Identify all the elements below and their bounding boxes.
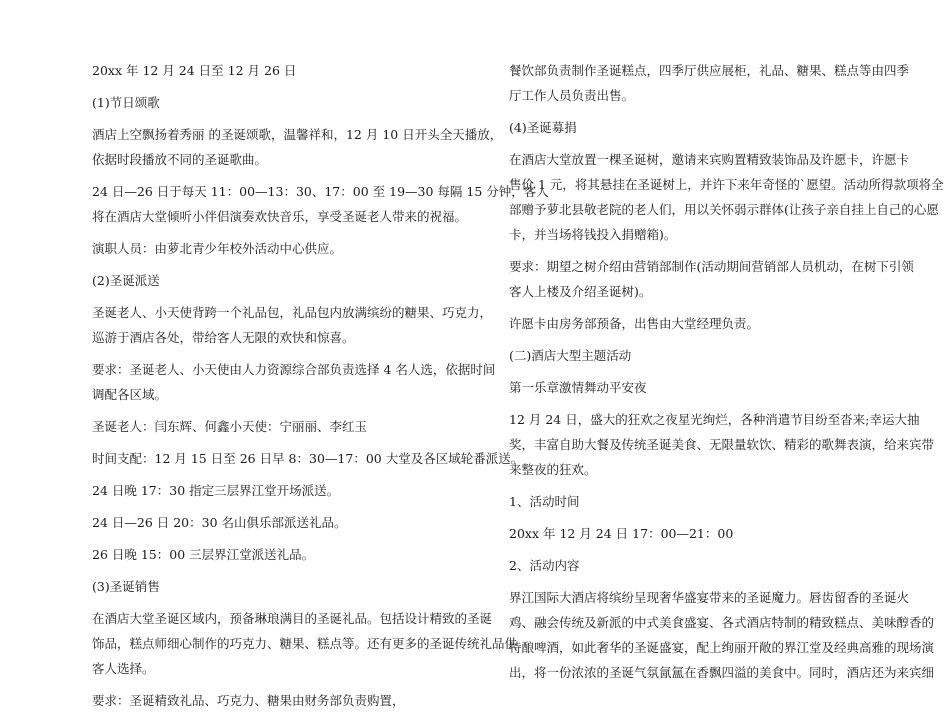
left-paragraph [92,414,462,439]
text-line: 演职人员：由萝北青少年校外活动中心供应。 [92,241,343,256]
left-paragraph [92,542,462,567]
text-line: 酒店上空飘扬着秀丽 的圣诞颂歌，温馨祥和，12 月 10 日开头全天播放， [92,127,503,142]
text-line: 24 日—26 日于每天 11：00—13：30、17：00 至 19—30 每隔 15 分钟，客人 [92,184,549,199]
text-line: 24 日晚 17：30 指定三层界江堂开场派送。 [92,483,340,498]
text-line: 饰品，糕点师细心制作的巧克力、糖果、糕点等。还有更多的圣诞传统礼品供 [92,636,518,651]
left-paragraph [92,58,462,83]
text-line: 20xx 年 12 月 24 日 17：00—21：00 [509,526,734,541]
left-paragraph [92,179,549,229]
right-paragraph [509,489,879,514]
text-line: 餐饮部负责制作圣诞糕点，四季厅供应展柜，礼品、糖果、糕点等由四季 [509,63,910,78]
text-line: 客人上楼及介绍圣诞树)。 [509,284,652,299]
left-paragraph [92,90,462,115]
text-line: 2、活动内容 [509,558,580,573]
text-line: 第一乐章激情舞动平安夜 [509,380,647,395]
text-line: 圣诞老人：闫东辉、何鑫小天使：宁丽丽、李红玉 [92,419,368,434]
text-line: 巡游于酒店各处，带给客人无限的欢快和惊喜。 [92,330,355,345]
text-line: (二)酒店大型主题活动 [509,348,632,363]
right-paragraph [509,375,879,400]
right-paragraph [509,521,879,546]
right-paragraph [509,311,879,336]
text-line: 特酿啤酒，如此奢华的圣诞盛宴，配上绚丽开敞的界江堂及经典高雅的现场演 [509,640,935,655]
text-line: (2)圣诞派送 [92,273,160,288]
text-line: 部赠予萝北县敬老院的老人们，用以关怀弱示群体(让孩子亲自挂上自己的心愿 [509,202,939,217]
text-line: 圣诞老人、小天使背跨一个礼品包，礼品包内放满缤纷的糖果、巧克力， [92,305,493,320]
text-line: 出，将一份浓浓的圣诞气氛氤氲在香飘四溢的美食中。同时，酒店还为来宾细 [509,665,935,680]
text-line: 许愿卡由房务部预备，出售由大堂经理负责。 [509,316,760,331]
text-line: 要求：圣诞老人、小天使由人力资源综合部负责选择 4 名人选，依据时间 [92,362,496,377]
left-paragraph [92,574,462,599]
text-line: 界江国际大酒店将缤纷呈现奢华盛宴带来的圣诞魔力。唇齿留香的圣诞火 [509,590,910,605]
left-paragraph [92,510,462,535]
right-paragraph [509,585,935,685]
text-line: 将在酒店大堂倾听小伴侣演奏欢快音乐，享受圣诞老人带来的祝福。 [92,209,468,224]
text-line: 24 日—26 日 20：30 名山俱乐部派送礼品。 [92,515,347,530]
text-line: 厅工作人员负责出售。 [509,88,635,103]
right-paragraph [509,407,935,482]
right-paragraph [509,553,879,578]
left-paragraph [92,606,518,681]
left-paragraph [92,357,496,407]
text-line: 依据时段播放不同的圣诞歌曲。 [92,152,268,167]
text-line: 调配各区域。 [92,387,168,402]
right-paragraph [509,254,914,304]
text-line: (4)圣诞募捐 [509,120,577,135]
text-line: (1)节日颂歌 [92,95,160,110]
text-line: 12 月 24 日，盛大的狂欢之夜星光绚烂，各种消遣节目纷至沓来;幸运大抽 [509,412,920,427]
left-paragraph [92,300,493,350]
text-line: 客人选择。 [92,661,155,676]
left-paragraph [92,688,462,713]
right-paragraph [509,115,879,140]
right-text-column [509,58,944,692]
right-paragraph [509,58,910,108]
text-line: 时间支配：12 月 15 日至 26 日早 8：30—17：00 大堂及各区域轮番派送。 [92,451,524,466]
left-paragraph [92,446,524,471]
text-line: 26 日晚 15：00 三层界江堂派送礼品。 [92,547,315,562]
left-paragraph [92,268,462,293]
text-line: (3)圣诞销售 [92,579,160,594]
right-paragraph [509,343,879,368]
text-line: 20xx 年 12 月 24 日至 12 月 26 日 [92,63,297,78]
text-line: 在酒店大堂圣诞区域内，预备琳琅满目的圣诞礼品。包括设计精致的圣诞 [92,611,493,626]
text-line: 奖，丰富自助大餐及传统圣诞美食、无限量软饮、精彩的歌舞表演，给来宾带 [509,437,935,452]
text-line: 来整夜的狂欢。 [509,462,597,477]
text-line: 要求：圣诞精致礼品、巧克力、糖果由财务部负责购置， [92,693,405,708]
text-line: 1、活动时间 [509,494,580,509]
text-line: 卡，并当场将钱投入捐赠箱)。 [509,227,677,242]
left-paragraph [92,122,503,172]
left-paragraph [92,478,462,503]
text-line: 售价 1 元，将其悬挂在圣诞树上，并许下来年奇怪的`愿望。活动所得款项将全 [509,177,944,192]
text-line: 在酒店大堂放置一棵圣诞树，邀请来宾购置精致装饰品及许愿卡，许愿卡 [509,152,910,167]
left-paragraph [92,236,462,261]
text-line: 要求：期望之树介绍由营销部制作(活动期间营销部人员机动，在树下引领 [509,259,914,274]
text-line: 鸡、融会传统及新派的中式美食盛宴、各式酒店特制的精致糕点、美味醇香的 [509,615,935,630]
right-paragraph [509,147,944,247]
